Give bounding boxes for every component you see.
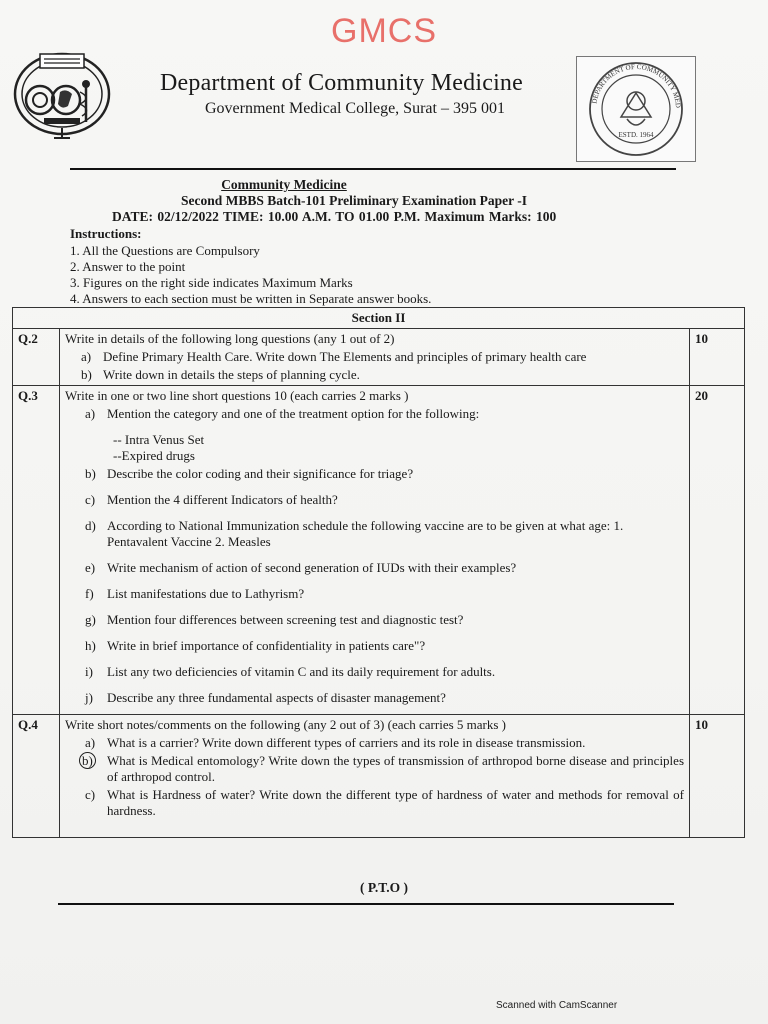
seal-text: DEPARTMENT OF COMMUNITY MED bbox=[590, 62, 683, 109]
subject-title: Community Medicine bbox=[221, 177, 347, 192]
scanner-watermark: Scanned with CamScanner bbox=[496, 1000, 618, 1011]
footer-divider bbox=[58, 903, 674, 905]
item-text: List any two deficiencies of vitamin C and its daily requirement for adults. bbox=[107, 664, 496, 679]
college-subtitle: Government Medical College, Surat – 395 001 bbox=[205, 100, 505, 117]
item-label bbox=[82, 753, 107, 785]
item-label: a) bbox=[85, 406, 96, 421]
instruction-1: 1. All the Questions are Compulsory bbox=[70, 243, 260, 258]
list-item bbox=[65, 612, 684, 628]
list-item bbox=[65, 560, 684, 576]
item-label: f) bbox=[85, 586, 94, 601]
list-item bbox=[65, 753, 684, 785]
item-text: Mention four differences between screening test and diagnostic test? bbox=[107, 612, 464, 627]
circled-label: b) bbox=[79, 752, 96, 769]
list-item bbox=[65, 638, 684, 654]
item-text: According to National Immunization schedule the following vaccine are to be given at what age: 1. Pentavalent Vaccine 2. Measles bbox=[107, 518, 624, 549]
item-text: What is Medical entomology? Write down the types of transmission of arthropod borne disease and principles of arthropod control. bbox=[107, 753, 684, 784]
list-item bbox=[65, 787, 684, 819]
question-marks: 20 bbox=[690, 386, 745, 715]
list-item bbox=[65, 586, 684, 602]
section-heading: Section II bbox=[13, 308, 745, 329]
item-label: b) bbox=[85, 466, 96, 481]
item-text: Describe any three fundamental aspects of disaster management? bbox=[107, 690, 446, 705]
item-label: a) bbox=[81, 349, 92, 364]
instruction-3: 3. Figures on the right side indicates Maximum Marks bbox=[70, 275, 353, 290]
item-label: c) bbox=[85, 787, 96, 802]
item-text: Mention the category and one of the treatment option for the following: bbox=[107, 406, 480, 421]
question-number: Q.3 bbox=[13, 386, 60, 715]
instruction-4: 4. Answers to each section must be written in Separate answer books. bbox=[70, 291, 432, 306]
item-text: Describe the color coding and their significance for triage? bbox=[107, 466, 414, 481]
item-label: c) bbox=[85, 492, 96, 507]
item-text: Write in brief importance of confidentiality in patients care"? bbox=[107, 638, 426, 653]
item-text: Write down in details the steps of planning cycle. bbox=[103, 367, 360, 382]
question-body bbox=[60, 715, 690, 838]
list-item bbox=[65, 664, 684, 680]
item-label: h) bbox=[85, 638, 96, 653]
question-row bbox=[13, 386, 745, 715]
sub-item: --Expired drugs bbox=[113, 448, 195, 463]
sub-item: -- Intra Venus Set bbox=[113, 432, 205, 447]
department-title: Department of Community Medicine bbox=[160, 70, 523, 96]
questions-table bbox=[12, 307, 745, 838]
pto-label: ( P.T.O ) bbox=[359, 880, 408, 895]
item-label: d) bbox=[85, 518, 96, 533]
seal-estd: ESTD. 1964 bbox=[618, 131, 654, 139]
item-label: i) bbox=[85, 664, 93, 679]
question-intro: Write in details of the following long questions (any 1 out of 2) bbox=[65, 331, 395, 346]
item-label: e) bbox=[85, 560, 96, 575]
item-label: b) bbox=[81, 367, 92, 382]
date-time-marks: DATE: 02/12/2022 TIME: 10.00 A.M. TO 01.00 P.M. Maximum Marks: 100 bbox=[112, 209, 557, 224]
question-marks: 10 bbox=[690, 715, 745, 838]
list-item bbox=[65, 492, 684, 508]
item-text: What is Hardness of water? Write down the different type of hardness of water and methods for removal of hardness. bbox=[107, 787, 684, 818]
department-seal-icon bbox=[577, 57, 695, 161]
exam-title: Second MBBS Batch-101 Preliminary Examination Paper -I bbox=[180, 193, 527, 208]
item-text: List manifestations due to Lathyrism? bbox=[107, 586, 305, 601]
gmcs-watermark: GMCS bbox=[331, 12, 437, 50]
question-row bbox=[13, 715, 745, 838]
question-number: Q.4 bbox=[13, 715, 60, 838]
item-text: Mention the 4 different Indicators of health? bbox=[107, 492, 338, 507]
sub-list bbox=[65, 432, 684, 464]
question-intro: Write short notes/comments on the following (any 2 out of 3) (each carries 5 marks ) bbox=[65, 717, 506, 732]
department-seal-box bbox=[576, 56, 696, 162]
list-item bbox=[65, 406, 684, 422]
item-label: g) bbox=[85, 612, 96, 627]
list-item bbox=[65, 518, 684, 550]
instruction-2: 2. Answer to the point bbox=[70, 259, 186, 274]
question-number: Q.2 bbox=[13, 329, 60, 386]
header-divider bbox=[70, 168, 676, 170]
list-item bbox=[65, 367, 684, 383]
item-label: a) bbox=[85, 735, 96, 750]
list-item bbox=[65, 735, 684, 751]
item-text: What is a carrier? Write down different types of carriers and its role in disease transmission. bbox=[107, 735, 586, 750]
item-text: Write mechanism of action of second generation of IUDs with their examples? bbox=[107, 560, 517, 575]
question-body bbox=[60, 329, 690, 386]
gmc-emblem-icon bbox=[10, 42, 114, 142]
question-intro: Write in one or two line short questions 10 (each carries 2 marks ) bbox=[65, 388, 409, 403]
instructions-heading: Instructions: bbox=[70, 226, 142, 241]
list-item bbox=[65, 466, 684, 482]
item-text: Define Primary Health Care. Write down The Elements and principles of primary health care bbox=[103, 349, 587, 364]
item-label: j) bbox=[85, 690, 93, 705]
list-item bbox=[65, 349, 684, 365]
question-body bbox=[60, 386, 690, 715]
list-item bbox=[65, 690, 684, 706]
question-marks: 10 bbox=[690, 329, 745, 386]
question-row bbox=[13, 329, 745, 386]
